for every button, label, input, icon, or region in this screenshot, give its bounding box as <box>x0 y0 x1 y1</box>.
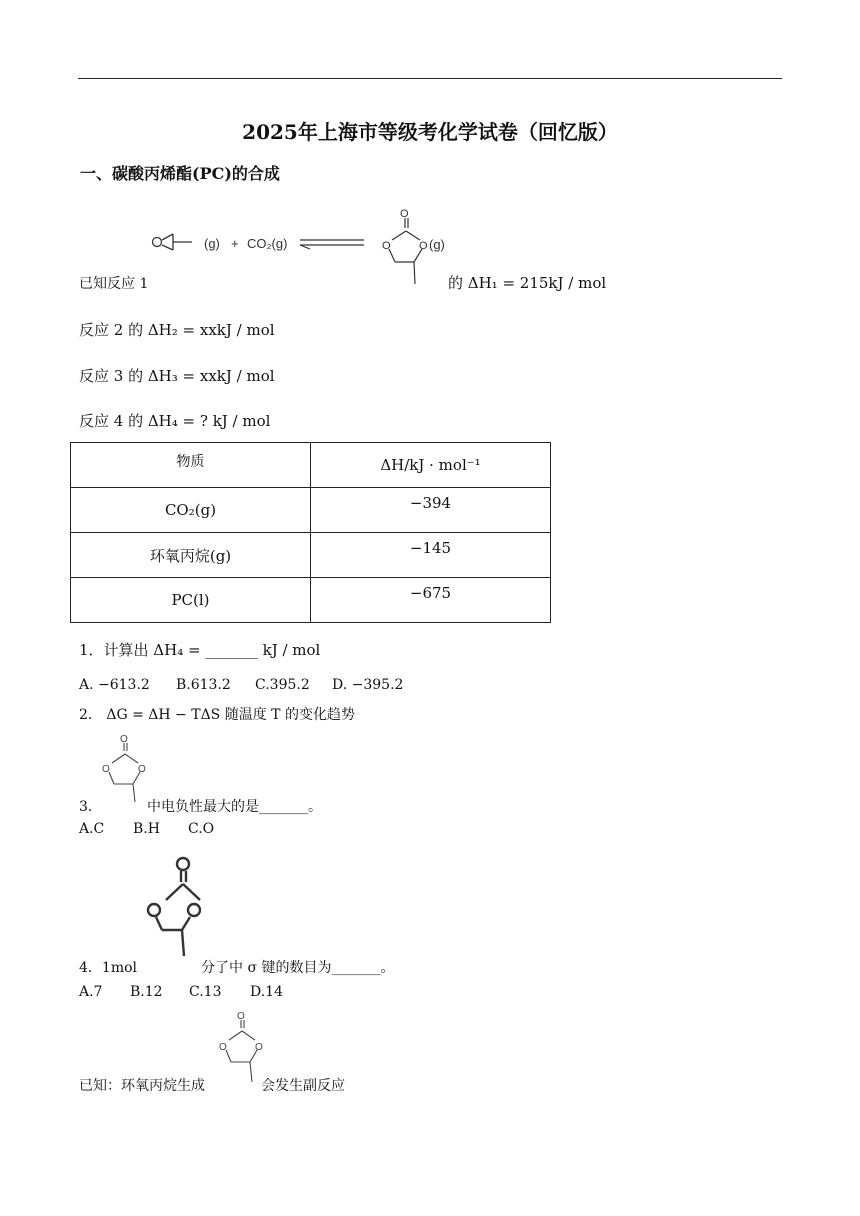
table-row <box>71 578 551 623</box>
reaction4-line: 反应 4 的 ΔH₄ = ? kJ / mol <box>79 412 271 430</box>
svg-text:O: O <box>102 764 110 775</box>
svg-text:O: O <box>237 1011 245 1022</box>
svg-text:O: O <box>219 1042 227 1053</box>
table-row <box>71 533 551 578</box>
plus-sign: + <box>231 236 239 251</box>
co2-label: CO₂(g) <box>247 236 288 251</box>
enthalpy-table <box>70 442 551 623</box>
q4-option-d[interactable]: D.14 <box>250 984 283 1000</box>
note-prefix: 已知：环氧丙烷生成 <box>79 1078 205 1094</box>
q1-option-d[interactable]: D. −395.2 <box>332 677 404 693</box>
q4-option-c[interactable]: C.13 <box>189 984 222 1000</box>
pc-ring-o-left: O <box>382 240 391 252</box>
known-reaction1-prefix: 已知反应 1 <box>79 276 149 292</box>
table-header-enthalpy: ΔH/kJ · mol⁻¹ <box>311 443 551 488</box>
question4-number: 4．1mol <box>79 960 137 976</box>
epoxide-structure <box>153 234 193 250</box>
question3-number: 3． <box>79 799 102 815</box>
table-cell-substance: 环氧丙烷(g) <box>71 533 311 578</box>
question1-text: 1．计算出 ΔH₄ = _______ kJ / mol <box>79 641 321 659</box>
known-reaction1-suffix: 的 ΔH₁ = 215kJ / mol <box>448 274 607 292</box>
question2-text: 2． ΔG = ΔH − TΔS 随温度 T 的变化趋势 <box>79 707 355 723</box>
reactant-gas-label: (g) <box>204 236 220 251</box>
q4-option-b[interactable]: B.12 <box>130 984 163 1000</box>
table-cell-substance: PC(l) <box>71 578 311 623</box>
note-suffix: 会发生副反应 <box>261 1078 345 1094</box>
svg-text:O: O <box>120 734 128 745</box>
question3-text: 中电负性最大的是_______。 <box>147 799 322 815</box>
reaction3-line: 反应 3 的 ΔH₃ = xxkJ / mol <box>79 367 275 385</box>
q3-option-c[interactable]: C.O <box>188 821 215 837</box>
table-row <box>71 488 551 533</box>
pc-carbonyl-o: O <box>400 208 409 220</box>
q3-option-a[interactable]: A.C <box>79 821 105 837</box>
q1-option-b[interactable]: B.613.2 <box>176 677 231 693</box>
svg-text:O: O <box>255 1042 263 1053</box>
table-header-substance: 物质 <box>71 443 311 488</box>
header-rule <box>78 78 782 79</box>
q3-option-b[interactable]: B.H <box>133 821 160 837</box>
table-cell-value: −394 <box>311 488 551 533</box>
page-title: 2025年上海市等级考化学试卷（回忆版） <box>242 120 618 144</box>
table-cell-value: −145 <box>311 533 551 578</box>
pc-product-structure <box>389 218 422 284</box>
q1-option-a[interactable]: A. −613.2 <box>79 677 150 693</box>
pc-ring-o-right: O <box>419 240 428 252</box>
question4-text: 分了中 σ 键的数目为_______。 <box>201 960 395 976</box>
q1-option-c[interactable]: C.395.2 <box>255 677 310 693</box>
table-cell-substance: CO₂(g) <box>71 488 311 533</box>
table-header-row <box>71 443 551 488</box>
q4-option-a[interactable]: A.7 <box>79 984 103 1000</box>
pc-structure-q3 <box>95 732 155 812</box>
section-heading: 一、碳酸丙烯酯(PC)的合成 <box>80 164 280 183</box>
reaction2-line: 反应 2 的 ΔH₂ = xxkJ / mol <box>79 321 275 339</box>
svg-text:O: O <box>138 764 146 775</box>
equilibrium-arrow <box>300 240 364 249</box>
pc-structure-q4 <box>132 848 212 968</box>
table-cell-value: −675 <box>311 578 551 623</box>
product-gas-label: (g) <box>429 237 445 252</box>
